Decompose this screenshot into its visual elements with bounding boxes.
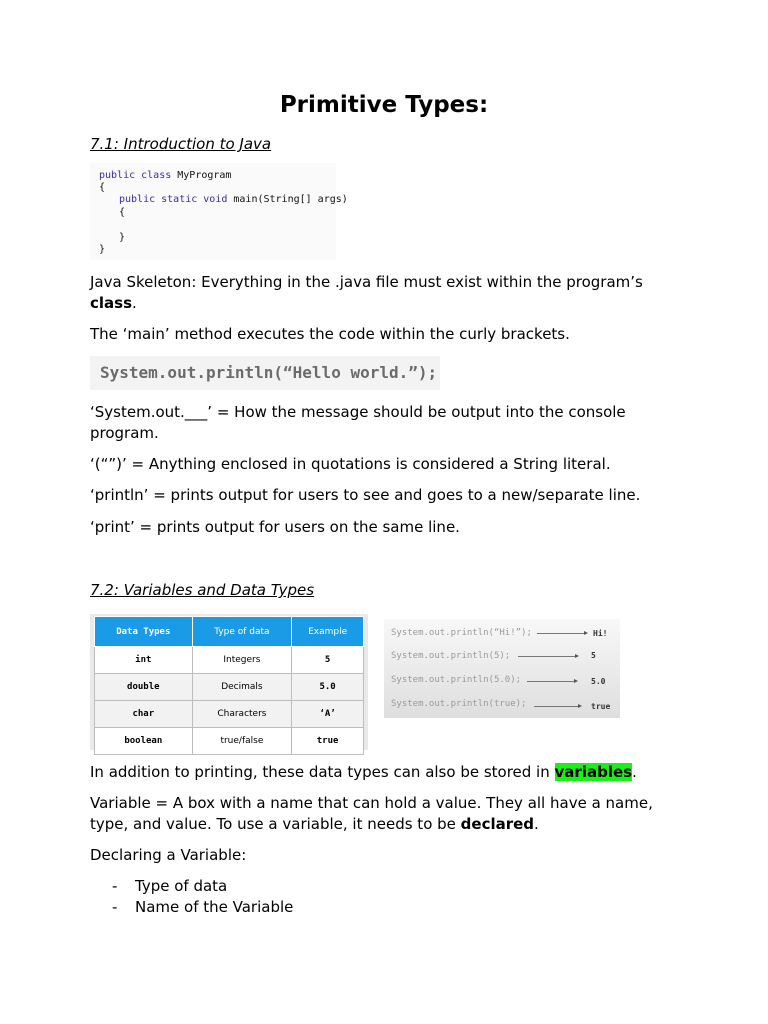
table-row — [95, 674, 364, 701]
example-code: System.out.println(5.0); — [391, 675, 522, 685]
table-cell: Decimals — [192, 674, 292, 701]
java-skeleton-code-image — [90, 163, 348, 260]
table-header: Data Types — [95, 617, 193, 647]
code-line: } — [99, 244, 106, 255]
example-code: System.out.println(“Hi!”); — [391, 628, 532, 638]
example-output: 5 — [591, 651, 596, 660]
section-heading-variables: 7.2: Variables and Data Types — [90, 581, 315, 599]
section-heading-intro: 7.1: Introduction to Java — [90, 135, 272, 153]
table-cell: 5 — [292, 647, 364, 674]
note-print: ‘print’ = prints output for users on the same line. — [90, 518, 460, 536]
table-cell: 5.0 — [292, 674, 364, 701]
declaring-label: Declaring a Variable: — [90, 846, 247, 864]
table-cell: Integers — [192, 647, 292, 674]
code-line: } — [119, 232, 126, 243]
table-header-row — [95, 617, 364, 647]
arrow-icon — [534, 706, 579, 707]
data-types-table-image — [90, 614, 368, 750]
main-method-paragraph: The ‘main’ method executes the code within the curly brackets. — [90, 325, 570, 343]
storing-paragraph: In addition to printing, these data types can also be stored in variables. — [90, 763, 637, 781]
table-cell: true — [292, 728, 364, 755]
table-cell: Characters — [192, 701, 292, 728]
example-output: 5.0 — [591, 677, 606, 686]
table-cell: ‘A’ — [292, 701, 364, 728]
data-types-table — [94, 616, 364, 755]
code-line: { — [99, 182, 106, 193]
code-line: public class MyProgram — [99, 170, 232, 181]
declaring-list — [112, 876, 293, 918]
table-cell: boolean — [95, 728, 193, 755]
code-line: public static void main(String[] args) — [119, 194, 348, 205]
table-row — [95, 647, 364, 674]
variable-definition-paragraph: Variable = A box with a name that can hold a value. They all have a name, type, and value. To use a variable, it needs to be declared. — [90, 794, 653, 833]
example-output: true — [591, 702, 611, 711]
skeleton-paragraph: Java Skeleton: Everything in the .java file must exist within the program’s class. — [90, 273, 643, 312]
page-title: Primitive Types: — [279, 92, 489, 118]
list-item: - Name of the Variable — [112, 898, 294, 916]
list-item: - Type of data — [112, 877, 228, 895]
println-examples-image — [384, 619, 620, 718]
note-println: ‘println’ = prints output for users to see and goes to a new/separate line. — [90, 486, 641, 504]
example-code: System.out.println(5); — [391, 651, 511, 661]
table-header: Type of data — [192, 617, 292, 647]
arrow-icon — [537, 633, 585, 634]
note-system-out: ‘System.out.___’ = How the message should be output into the console program. — [90, 403, 626, 442]
code-line: { — [119, 207, 126, 218]
table-header: Example — [292, 617, 364, 647]
println-code-image: System.out.println(“Hello world.”); — [90, 356, 440, 390]
arrow-icon — [527, 681, 575, 682]
example-output: Hi! — [593, 629, 608, 638]
example-code: System.out.println(true); — [391, 699, 527, 709]
table-cell: true/false — [192, 728, 292, 755]
arrow-icon — [518, 656, 576, 657]
table-row — [95, 728, 364, 755]
table-cell: double — [95, 674, 193, 701]
table-cell: int — [95, 647, 193, 674]
table-cell: char — [95, 701, 193, 728]
table-row — [95, 701, 364, 728]
note-string-literal: ‘(“”)’ = Anything enclosed in quotations is considered a String literal. — [90, 455, 611, 473]
variables-highlight: variables — [554, 763, 633, 781]
